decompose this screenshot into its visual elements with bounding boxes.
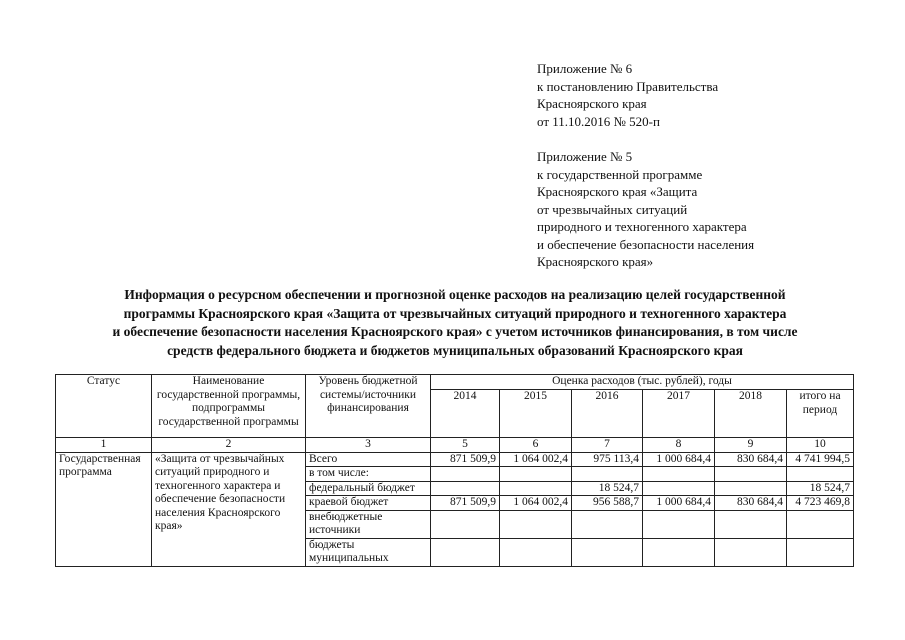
- cell-value: 830 684,4: [715, 452, 787, 467]
- row-label: краевой бюджет: [306, 496, 431, 511]
- cell-value: [715, 510, 787, 538]
- cell-value: [715, 481, 787, 496]
- header-total: итого на период: [787, 390, 854, 438]
- column-number-row: [56, 438, 854, 453]
- cell-value: [643, 538, 715, 566]
- appendix-5-line: от чрезвычайных ситуаций: [537, 201, 688, 217]
- resource-table: [55, 374, 854, 567]
- column-number: 3: [306, 438, 431, 453]
- cell-value: [643, 510, 715, 538]
- cell-value: [572, 538, 643, 566]
- cell-value: 1 064 002,4: [500, 452, 572, 467]
- cell-value: 4 741 994,5: [787, 452, 854, 467]
- header-status: Статус: [56, 375, 152, 438]
- title-line: и обеспечение безопасности населения Красноярского края» с учетом источников финансирования, в том числе: [112, 324, 798, 339]
- cell-value: 18 524,7: [787, 481, 854, 496]
- column-number: 10: [787, 438, 854, 453]
- cell-value: [431, 481, 500, 496]
- cell-value: [500, 481, 572, 496]
- row-label: федеральный бюджет: [306, 481, 431, 496]
- row-label: Всего: [306, 452, 431, 467]
- appendix-5-line: к государственной программе: [537, 166, 703, 182]
- row-label: в том числе:: [306, 467, 431, 482]
- cell-value: 975 113,4: [572, 452, 643, 467]
- header-year: 2014: [431, 390, 500, 438]
- cell-value: [787, 467, 854, 482]
- column-number: 7: [572, 438, 643, 453]
- column-number: 1: [56, 438, 152, 453]
- appendix-5-line: природного и техногенного характера: [537, 219, 747, 234]
- appendix-5-line: Красноярского края»: [537, 254, 654, 269]
- appendix-6-line: Красноярского края: [537, 96, 647, 111]
- cell-value: 830 684,4: [715, 496, 787, 511]
- cell-value: [431, 510, 500, 538]
- column-number: 5: [431, 438, 500, 453]
- column-number: 2: [152, 438, 306, 453]
- cell-value: [572, 467, 643, 482]
- header-estimate: Оценка расходов (тыс. рублей), годы: [431, 375, 854, 390]
- column-number: 9: [715, 438, 787, 453]
- column-number: 8: [643, 438, 715, 453]
- header-year: 2016: [572, 390, 643, 438]
- cell-value: 871 509,9: [431, 452, 500, 467]
- cell-value: [431, 467, 500, 482]
- cell-value: [787, 510, 854, 538]
- appendix-5-line: Красноярского края «Защита: [537, 184, 698, 199]
- appendix-5-line: и обеспечение безопасности населения: [537, 236, 755, 252]
- header-name: Наименование государственной программы, подпрограммы государственной программы: [152, 375, 306, 438]
- appendix-5-line: Приложение № 5: [537, 149, 633, 164]
- column-number: 6: [500, 438, 572, 453]
- program-name: «Защита от чрезвычайных ситуаций природного и техногенного характера и обеспечение безопасности населения Красноярского края»: [152, 452, 306, 566]
- cell-value: 956 588,7: [572, 496, 643, 511]
- title-line: средств федерального бюджета и бюджетов муниципальных образований Красноярского края: [167, 342, 743, 358]
- row-label: внебюджетные источники: [306, 510, 431, 538]
- header-year: 2017: [643, 390, 715, 438]
- cell-value: [715, 467, 787, 482]
- cell-value: 1 000 684,4: [643, 496, 715, 511]
- cell-value: [572, 510, 643, 538]
- cell-value: 871 509,9: [431, 496, 500, 511]
- title-line: Информация о ресурсном обеспечении и прогнозной оценке расходов на реализацию целей государственной: [124, 287, 786, 302]
- cell-value: [715, 538, 787, 566]
- appendix-6-line: Приложение № 6: [537, 61, 633, 76]
- appendix-6-line: к постановлению Правительства: [537, 78, 719, 94]
- cell-value: [500, 538, 572, 566]
- title-line: программы Красноярского края «Защита от чрезвычайных ситуаций природного и техногенного характера: [123, 305, 787, 321]
- cell-value: 18 524,7: [572, 481, 643, 496]
- header-level: Уровень бюджетной системы/источники финансирования: [306, 375, 431, 438]
- cell-value: [431, 538, 500, 566]
- cell-value: [643, 481, 715, 496]
- cell-value: [500, 510, 572, 538]
- header-row-1: [56, 375, 854, 390]
- table-row: [56, 452, 854, 467]
- row-label: бюджеты муниципальных: [306, 538, 431, 566]
- cell-value: [643, 467, 715, 482]
- cell-value: 1 064 002,4: [500, 496, 572, 511]
- cell-value: 1 000 684,4: [643, 452, 715, 467]
- header-year: 2015: [500, 390, 572, 438]
- header-year: 2018: [715, 390, 787, 438]
- cell-value: [500, 467, 572, 482]
- program-status: Государственная программа: [56, 452, 152, 566]
- cell-value: 4 723 469,8: [787, 496, 854, 511]
- cell-value: [787, 538, 854, 566]
- appendix-6-line: от 11.10.2016 № 520-п: [537, 113, 660, 129]
